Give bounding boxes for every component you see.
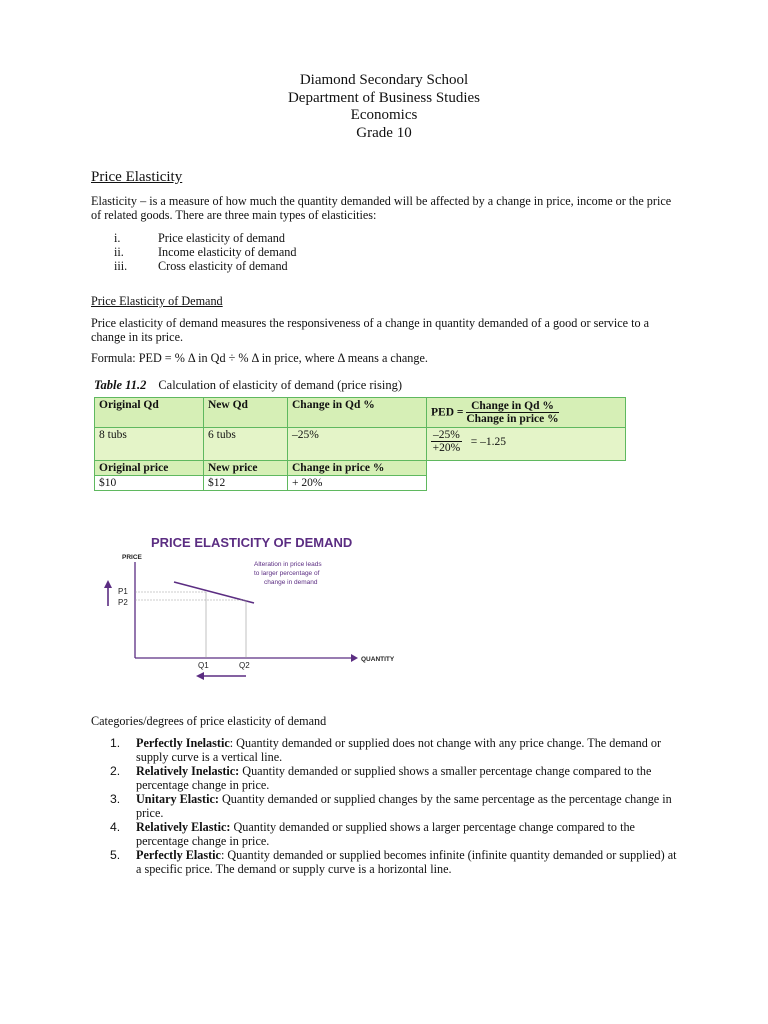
p1-label: P1 <box>118 587 128 596</box>
figure-title: PRICE ELASTICITY OF DEMAND <box>151 535 353 550</box>
p2-label: P2 <box>118 598 128 607</box>
list-item: 3. Unitary Elastic: Quantity demanded or supplied changes by the same percentage as the percentage change in price. <box>110 792 672 820</box>
calc-denominator: +20% <box>432 442 461 454</box>
intro-paragraph: Elasticity – is a measure of how much the quantity demanded will be affected by a change in price, income or the price of related goods. There are three main types of elasticities: <box>91 194 672 222</box>
table-header-cell: New price <box>204 461 288 476</box>
table-cell: –25% <box>288 428 427 461</box>
table-row <box>95 461 626 476</box>
calc-numerator: –25% <box>433 429 460 441</box>
annotation-line: Alteration in price leads <box>254 561 322 568</box>
list-item: i. Price elasticity of demand <box>114 231 285 245</box>
list-item: 1. Perfectly Inelastic: Quantity demanded or supplied does not change with any price change. The demand or supply curve is a vertical line. <box>110 736 662 764</box>
table-cell: $10 <box>95 476 204 491</box>
section-title: Price Elasticity <box>91 169 183 185</box>
elasticity-table <box>94 397 626 491</box>
ped-result: = –1.25 <box>470 435 506 448</box>
ped-formula-cell <box>427 398 626 428</box>
ped-numerator: Change in Qd % <box>466 400 558 413</box>
subject-name: Economics <box>350 107 418 123</box>
ped-figure <box>96 530 426 690</box>
x-axis-label: QUANTITY <box>361 656 395 663</box>
list-item: 5. Perfectly Elastic: Quantity demanded or supplied becomes infinite (infinite quantity demanded or supplied) at a specific price. The demand or supply curve is a horizontal line. <box>110 848 677 876</box>
table-header-cell: Change in price % <box>288 461 427 476</box>
table-header-cell: Original Qd <box>95 398 204 428</box>
table-row <box>95 428 626 461</box>
annotation-line: change in demand <box>264 579 318 586</box>
ped-denominator: Change in price % <box>466 413 559 425</box>
table-header-cell: Change in Qd % <box>288 398 427 428</box>
department-name: Department of Business Studies <box>287 89 481 106</box>
document-header <box>0 72 768 142</box>
list-item: ii. Income elasticity of demand <box>114 245 297 259</box>
table-cell: 8 tubs <box>95 428 204 461</box>
table-row <box>95 398 626 428</box>
categories-list <box>110 736 680 876</box>
categories-title: Categories/degrees of price elasticity of demand <box>91 714 327 728</box>
ped-calculation-cell <box>427 428 626 461</box>
table-header-cell: Original price <box>95 461 204 476</box>
table-caption-text: Calculation of elasticity of demand (price rising) <box>158 378 402 392</box>
list-item: iii. Cross elasticity of demand <box>114 259 288 273</box>
list-item: 4. Relatively Elastic: Quantity demanded or supplied shows a larger percentage change compared to the percentage change in price. <box>110 820 635 848</box>
table-header-cell: New Qd <box>204 398 288 428</box>
ped-label: PED = <box>431 406 464 419</box>
grade-label: Grade 10 <box>356 124 412 141</box>
ped-calc-fraction <box>431 429 462 454</box>
table-cell: 6 tubs <box>204 428 288 461</box>
table-caption <box>94 378 402 393</box>
q2-label: Q2 <box>239 661 250 670</box>
ped-definition: Price elasticity of demand measures the responsiveness of a change in quantity demanded of a good or service to a change in its price. <box>91 316 650 344</box>
table-row <box>95 476 626 491</box>
school-name: Diamond Secondary School <box>299 72 469 88</box>
table-number: Table 11.2 <box>94 378 147 392</box>
elasticity-types-list <box>114 231 296 273</box>
ped-formula: Formula: PED = % Δ in Qd ÷ % Δ in price, where Δ means a change. <box>91 351 428 365</box>
y-axis-label: PRICE <box>122 554 142 561</box>
x-axis-arrow-icon <box>351 654 358 662</box>
ped-fraction <box>466 400 558 425</box>
annotation-line: to larger percentage of <box>254 570 320 577</box>
list-item: 2. Relatively Inelastic: Quantity demanded or supplied shows a smaller percentage change compared to the percentage change in price. <box>110 764 652 792</box>
table-cell: + 20% <box>288 476 427 491</box>
q1-label: Q1 <box>198 661 209 670</box>
ped-subtitle: Price Elasticity of Demand <box>91 294 223 308</box>
table-cell: $12 <box>204 476 288 491</box>
